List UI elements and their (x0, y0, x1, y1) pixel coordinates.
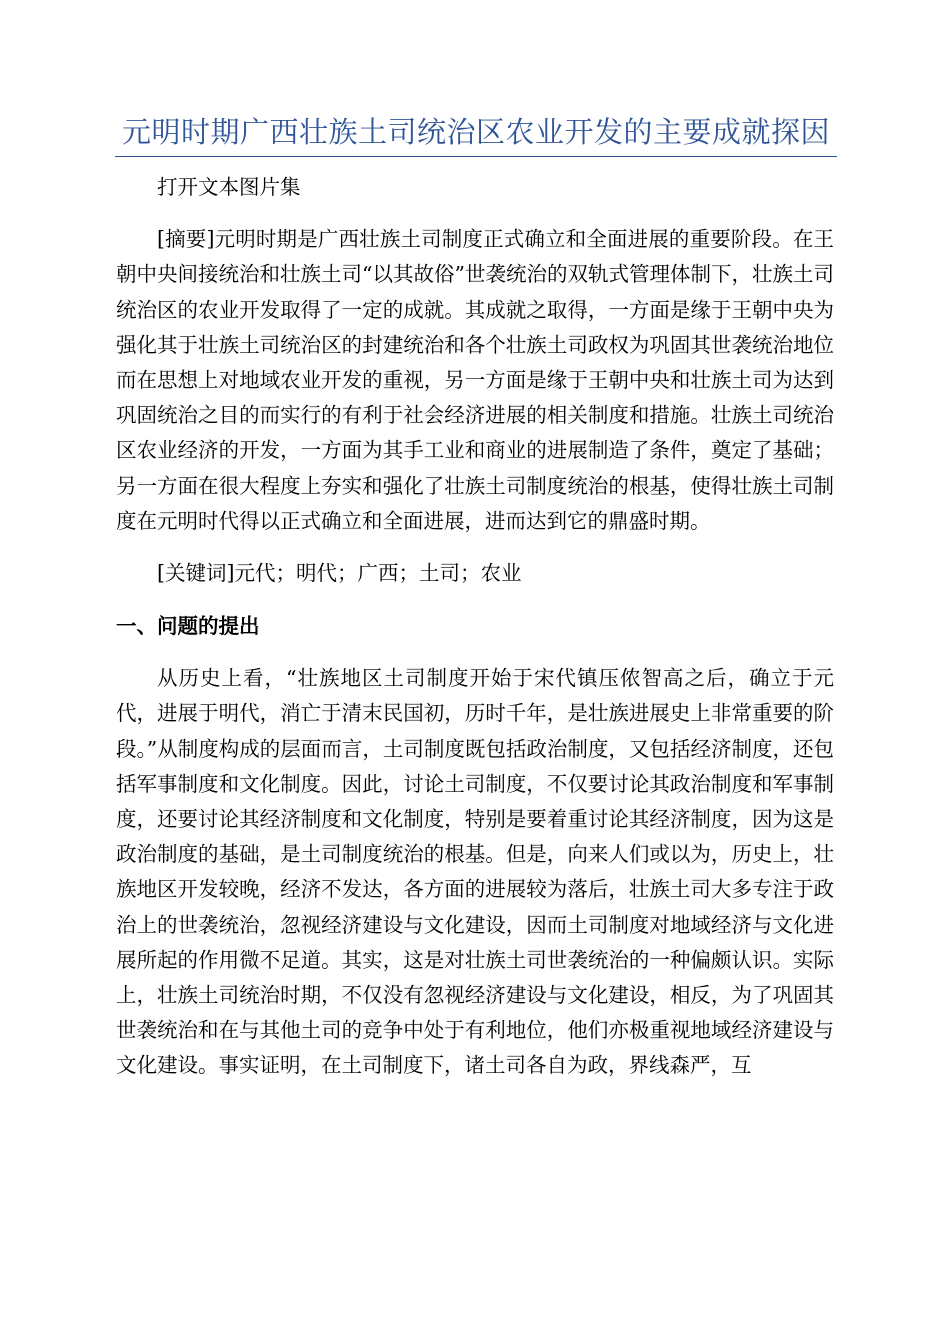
title-block (115, 112, 837, 157)
abstract-paragraph: [摘要]元明时期是广西壮族土司制度正式确立和全面进展的重要阶段。在王朝中央间接统治和壮族土司“以其故俗”世袭统治的双轨式管理体制下，壮族土司统治区的农业开发取得了一定的成就。其成就之取得，一方面是缘于王朝中央为强化其于壮族土司统治区的封建统治和各个壮族土司政权为巩固其世袭统治地位而在思想上对地域农业开发的重视，另一方面是缘于王朝中央和壮族土司为达到巩固统治之目的而实行的有利于社会经济进展的相关制度和措施。壮族土司统治区农业经济的开发，一方面为其手工业和商业的进展制造了条件，奠定了基础；另一方面在很大程度上夯实和强化了壮族土司制度统治的根基，使得壮族土司制度在元明时代得以正式确立和全面进展，进而达到它的鼎盛时期。 (116, 227, 834, 533)
document-body (116, 170, 834, 1084)
keywords-paragraph: [关键词]元代；明代；广西；土司；农业 (157, 561, 522, 586)
section-heading: 一、问题的提出 (116, 614, 260, 639)
page-title: 元明时期广西壮族土司统治区农业开发的主要成就探因 (121, 115, 830, 149)
open-image-gallery-link[interactable]: 打开文本图片集 (157, 175, 301, 199)
section-body-paragraph: 从历史上看，“壮族地区土司制度开始于宋代镇压侬智高之后，确立于元代，进展于明代，消亡于清末民国初，历时千年，是壮族进展史上非常重要的阶段。”从制度构成的层面而言，土司制度既包括政治制度，又包括经济制度，还包括军事制度和文化制度。因此，讨论土司制度，不仅要讨论其政治制度和军事制度，还要讨论其经济制度和文化制度，特别是要着重讨论其经济制度，因为这是政治制度的基础，是土司制度统治的根基。但是，向来人们或以为，历史上，壮族地区开发较晚，经济不发达，各方面的进展较为落后，壮族土司大多专注于政治上的世袭统治，忽视经济建设与文化建设，因而土司制度对地域经济与文化进展所起的作用微不足道。其实，这是对壮族土司世袭统治的一种偏颇认识。实际上，壮族土司统治时期，不仅没有忽视经济建设与文化建设，相反，为了巩固其世袭统治和在与其他土司的竞争中处于有利地位，他们亦极重视地域经济建设与文化建设。事实证明，在土司制度下，诸土司各自为政，界线森严，互 (116, 666, 834, 1078)
